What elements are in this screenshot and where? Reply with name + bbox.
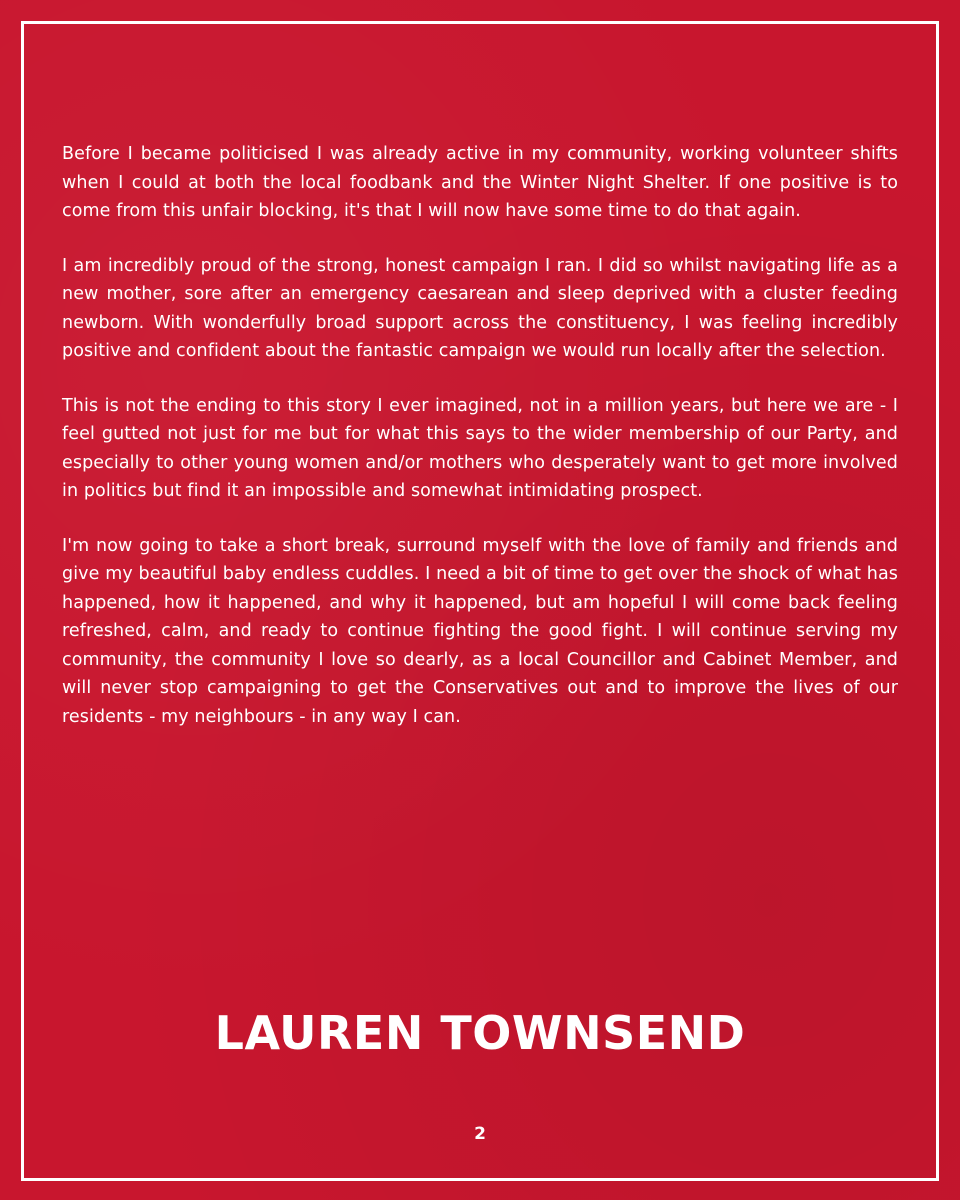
page-number: 2 [474,1124,486,1144]
author-signature: LAUREN TOWNSEND [214,1006,746,1060]
paragraph-3: This is not the ending to this story I ever imagined, not in a million years, but here we are - I feel gutted not just for me but for what this says to the wider membership of our Party, and especially to other young women and/or mothers who desperately want to get more involved in politics but find it an impossible and somewhat intimidating prospect. [62,395,898,501]
paragraph-4: I'm now going to take a short break, surround myself with the love of family and friends and give my beautiful baby endless cuddles. I need a bit of time to get over the shock of what has happened, how it happened, and why it happened, but am hopeful I will come back feeling refreshed, calm, and ready to continue fighting the good fight. I will continue serving my community, the community I love so dearly, as a local Councillor and Cabinet Member, and will never stop campaigning to get the Conservatives out and to improve the lives of our residents - my neighbours - in any way I can. [62,535,898,727]
paragraph-1: Before I became politicised I was already active in my community, working volunteer shifts when I could at both the local foodbank and the Winter Night Shelter. If one positive is to come from this unfair blocking, it's that I will now have some time to do that again. [62,144,898,221]
paragraph-2: I am incredibly proud of the strong, honest campaign I ran. I did so whilst navigating life as a new mother, sore after an emergency caesarean and sleep deprived with a cluster feeding newborn. With wonderfully broad support across the constituency, I was feeling incredibly positive and confident about the fantastic campaign we would run locally after the selection. [62,255,898,361]
letter-body [62,140,898,757]
